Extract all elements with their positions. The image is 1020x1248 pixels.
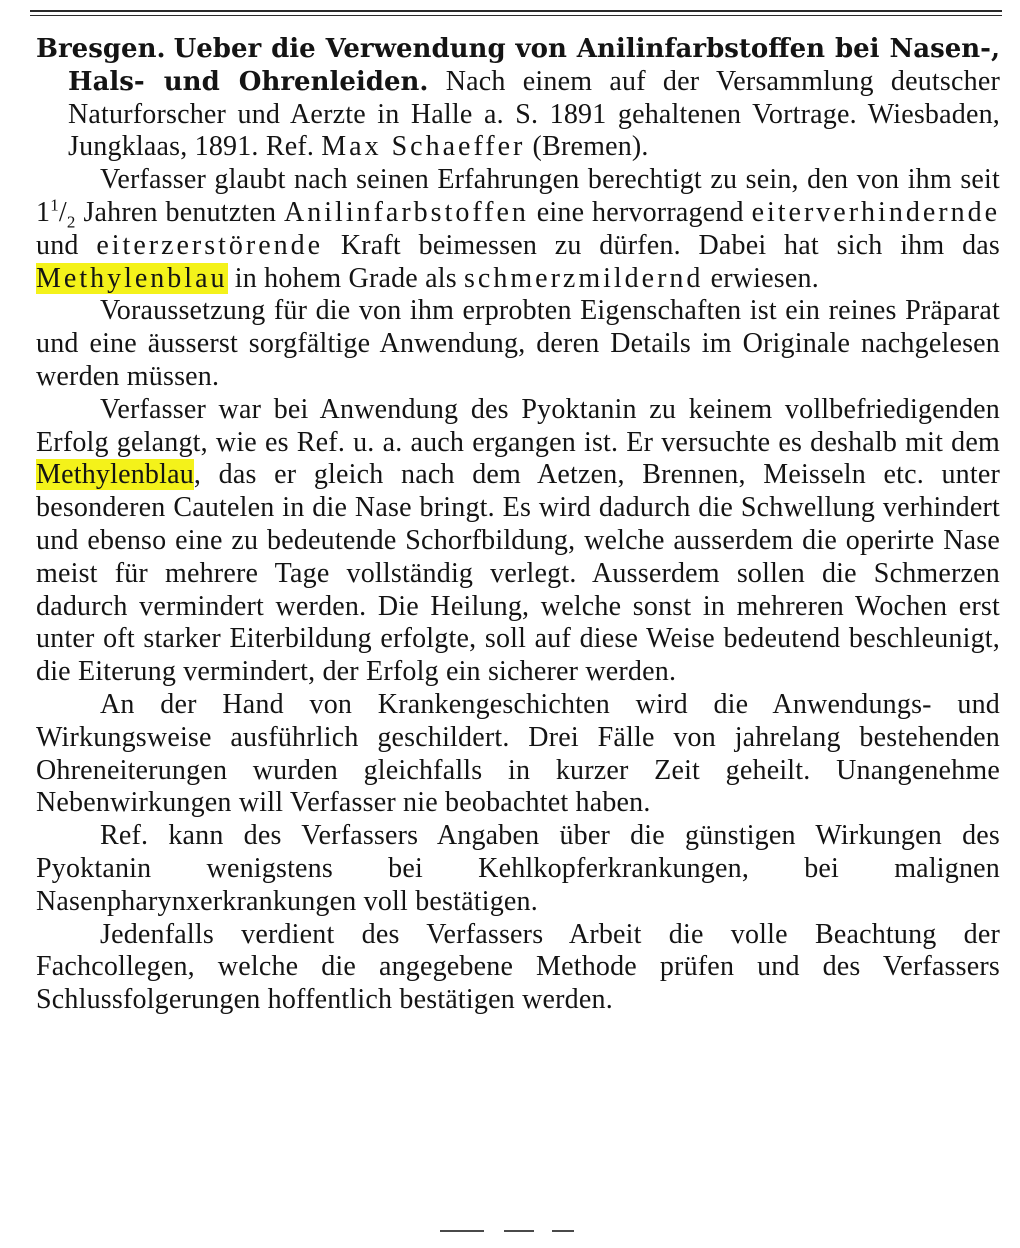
p3-text-a: Verfasser war bei Anwendung des Pyoktanin zu keinem vollbefriedigenden Erfolg gelangt, wie es Ref. u. a. auch ergangen ist. Er versuchte es deshalb mit dem	[36, 393, 1000, 458]
review-text	[36, 33, 1000, 1017]
fraction-denominator: 2	[66, 212, 76, 232]
top-rule-thin	[30, 15, 1002, 16]
article-title: Ueber die Verwendung von Anilinfarbstoffen bei Nasen-, Hals- und Ohrenleiden.	[68, 34, 1000, 97]
fraction-slash: /	[58, 196, 67, 228]
p1-text-d: eine hervorragend	[536, 196, 744, 228]
p1-text-a: Verfasser glaubt nach seinen Erfahrungen berechtigt zu sein, den von ihm seit 1	[36, 164, 1000, 228]
fraction	[50, 195, 76, 232]
p3-text-b: , das er gleich nach dem Aetzen, Brennen, Meisseln etc. unter besonderen Cautelen in die Nase bringt. Es wird dadurch die Schwellung verhindert und ebenso eine zu bedeutende Schorfbildung, welche ausserdem die operirte Nase meist für mehrere Tage vollständig verlegt. Ausserdem sollen die Schmerzen dadurch vermindert werden. Die Heilung, welche sonst in mehreren Wochen erst unter oft starker Eiterbildung erfolgte, soll auf diese Weise bedeutend beschleunigt, die Eiterung vermindert, der Erfolg ein sicherer werden.	[36, 459, 1000, 688]
p1-spaced-schmerzmildernd: schmerzmildernd	[464, 262, 704, 294]
reviewer-place: (Bremen).	[532, 131, 649, 163]
p1-text-h: Kraft beimessen zu dürfen. Dabei hat sich ihm das	[340, 229, 1000, 261]
author-name: Bresgen.	[36, 34, 166, 64]
paragraph-1	[36, 164, 1000, 295]
highlight-methylenblau-1: Methylenblau	[36, 262, 228, 294]
top-rule	[30, 10, 1002, 12]
p1-text-b: Jahren benutzten	[83, 196, 277, 228]
p1-spaced-eiterzerstoerende: eiterzerstörende	[96, 229, 324, 261]
p1-spaced-anilinfarbstoffen: Anilinfarbstoffen	[284, 196, 529, 228]
bottom-rule-segment	[552, 1230, 574, 1232]
fraction-numerator: 1	[50, 195, 59, 215]
citation-header	[36, 33, 1000, 164]
citation-details: Nach einem auf der Versammlung deutscher Naturforscher und Aerzte in Halle a. S. 1891 gehaltenen Vortrage. Wiesbaden, Jungklaas, 1891. Ref.	[68, 65, 1000, 163]
bottom-rule-segment	[504, 1230, 534, 1232]
paragraph-6: Jedenfalls verdient des Verfassers Arbeit die volle Beachtung der Fachcollegen, welche die angegebene Methode prüfen und des Verfassers Schlussfolgerungen hoffentlich bestätigen werden.	[36, 918, 1000, 1016]
p1-text-f: und	[36, 229, 79, 261]
paragraph-2: Voraussetzung für die von ihm erprobten Eigenschaften ist ein reines Präparat und eine äusserst sorgfältige Anwendung, deren Details im Originale nachgelesen werden müssen.	[36, 295, 1000, 392]
p1-spaced-eiterverhindernde: eiterverhindernde	[751, 196, 1001, 228]
bottom-rule-segment	[440, 1230, 484, 1232]
p1-text-k: erwiesen.	[710, 262, 819, 294]
p1-text-i: in hohem Grade als	[234, 262, 457, 294]
paragraph-5: Ref. kann des Verfassers Angaben über die günstigen Wirkungen des Pyoktanin wenigstens bei Kehlkopferkrankungen, bei malignen Nasenpharynxerkrankungen voll bestätigen.	[36, 820, 1000, 917]
highlight-methylenblau-2: Methylenblau	[36, 459, 194, 491]
paragraph-4: An der Hand von Krankengeschichten wird die Anwendungs- und Wirkungsweise ausführlich geschildert. Drei Fälle von jahrelang bestehenden Ohreneiterungen wurden gleichfalls in kurzer Zeit geheilt. Unangenehme Nebenwirkungen will Verfasser nie beobachtet haben.	[36, 688, 1000, 819]
paragraph-3	[36, 394, 1000, 689]
reviewer-name: Max Schaeffer	[321, 131, 526, 163]
